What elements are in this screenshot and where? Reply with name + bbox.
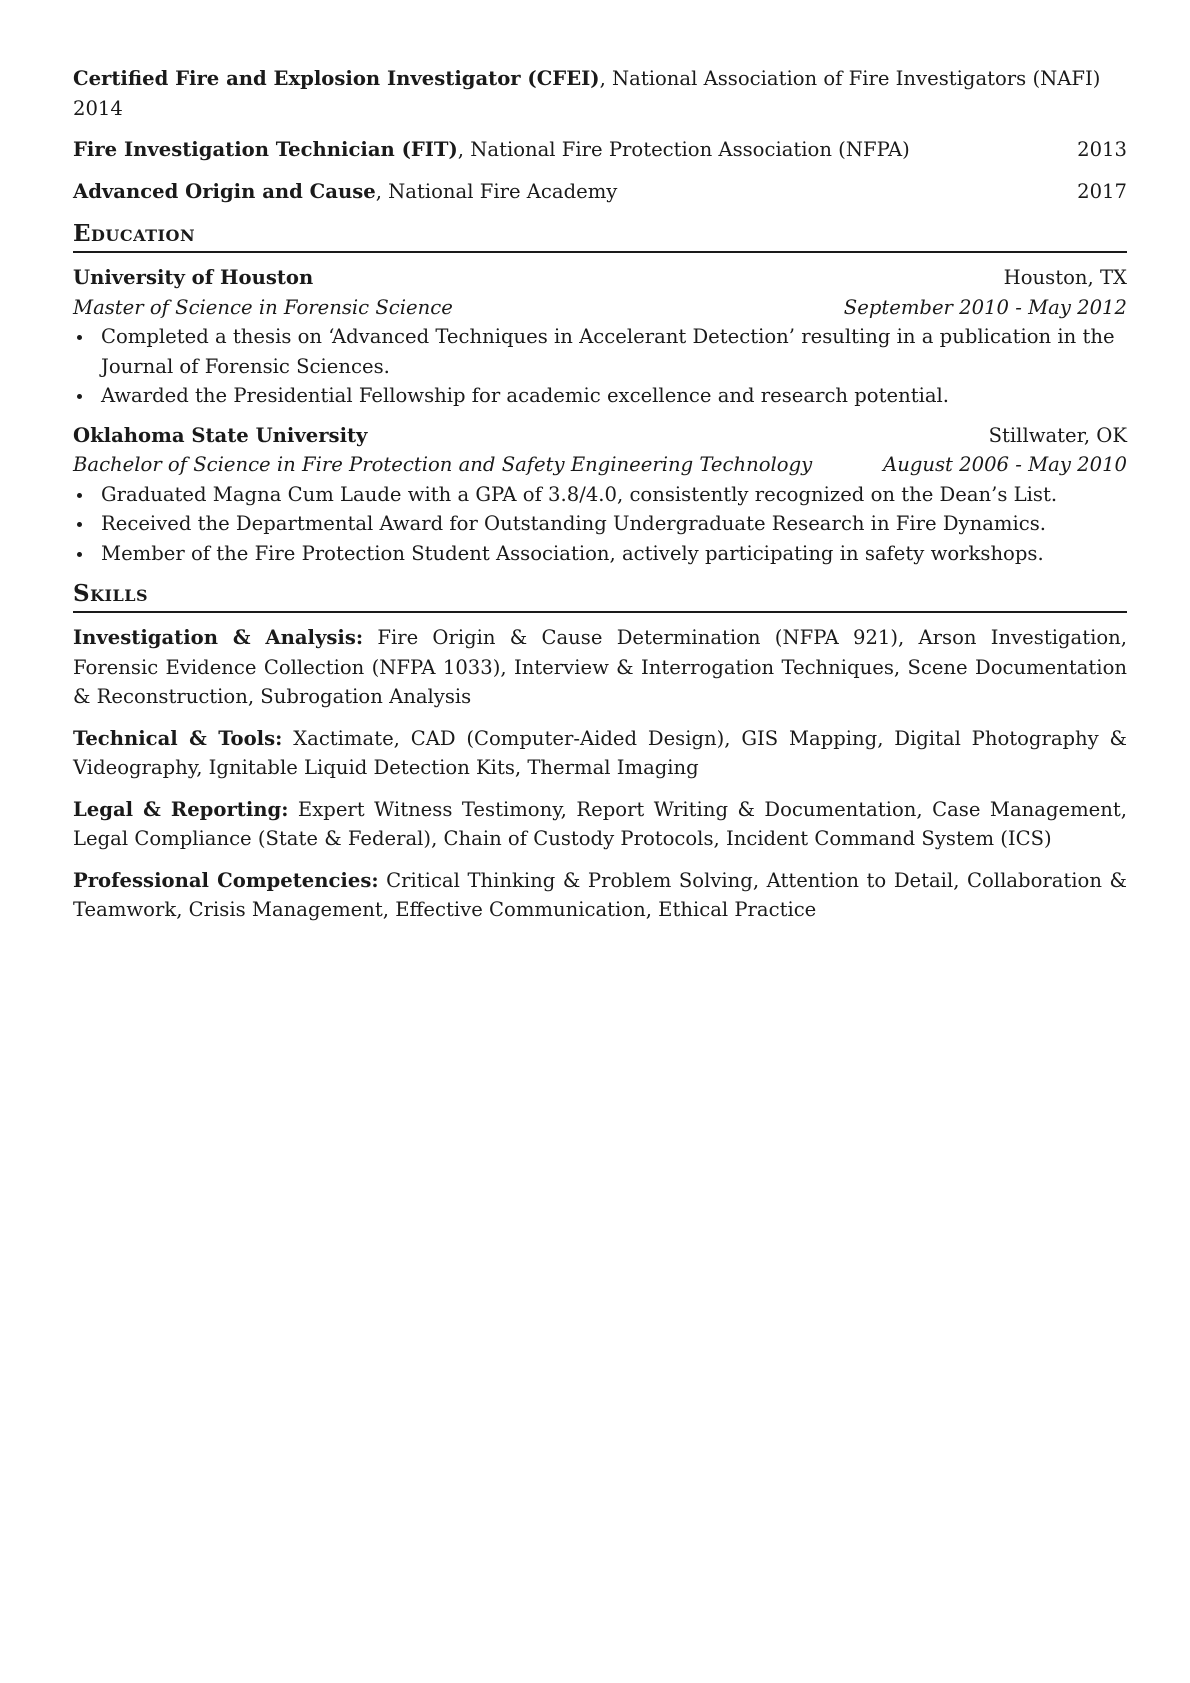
certification-title: Certified Fire and Explosion Investigator (CFEI) — [73, 67, 600, 90]
certification-item — [73, 64, 1127, 123]
skill-group — [73, 866, 1127, 925]
bullet-item: Member of the Fire Protection Student Association, actively participating in safety workshops. — [73, 539, 1127, 569]
education-heading: Education — [73, 218, 1127, 253]
certification-issuer: , National Association of Fire Investigators (NAFI) — [599, 67, 1101, 90]
school-name: University of Houston — [73, 266, 314, 289]
degree-dates: September 2010 - May 2012 — [843, 295, 1127, 319]
certification-year: 2013 — [1077, 138, 1127, 161]
certification-year: 2014 — [73, 96, 123, 120]
certification-year: 2017 — [1077, 179, 1127, 203]
certification-title: Fire Investigation Technician (FIT) — [73, 138, 458, 161]
degree-dates: August 2006 - May 2010 — [883, 453, 1127, 476]
certification-item — [73, 135, 1127, 165]
school-location: Houston, TX — [1003, 266, 1127, 289]
education-header — [73, 263, 1127, 293]
bullet-item: Awarded the Presidential Fellowship for academic excellence and research potential. — [73, 381, 1127, 411]
skill-group — [73, 795, 1127, 854]
school-name: Oklahoma State University — [73, 423, 368, 447]
education-entry — [73, 263, 1127, 411]
skills-heading: Skills — [73, 578, 1127, 613]
education-entry — [73, 421, 1127, 569]
education-bullets — [73, 480, 1127, 569]
skill-text: Fire Origin & Cause Determination (NFPA 921), Arson Investigation, Forensic Evidence Collection (NFPA 1033), Interview & Interrogation Techniques, Scene Documentation & Reconstruction, Subrogation Analysis — [73, 626, 1127, 708]
certification-text — [73, 177, 617, 207]
certification-item — [73, 177, 1127, 207]
skill-text: Critical Thinking & Problem Solving, Attention to Detail, Collaboration & Teamwork, Crisis Management, Effective Communication, Ethical Practice — [73, 868, 1127, 921]
skill-text: Xactimate, CAD (Computer-Aided Design), GIS Mapping, Digital Photography & Videography, Ignitable Liquid Detection Kits, Thermal Imaging — [73, 726, 1127, 779]
skill-group — [73, 623, 1127, 712]
degree-row — [73, 450, 1127, 480]
certification-issuer: , National Fire Academy — [375, 179, 618, 203]
bullet-item: Received the Departmental Award for Outstanding Undergraduate Research in Fire Dynamics. — [73, 509, 1127, 539]
skill-label: Technical & Tools: — [73, 726, 283, 750]
certification-issuer: , National Fire Protection Association (NFPA) — [457, 138, 910, 161]
degree-name: Bachelor of Science in Fire Protection and Safety Engineering Technology — [73, 453, 813, 476]
education-header — [73, 421, 1127, 451]
skill-label: Professional Competencies: — [73, 868, 379, 892]
skill-text: Expert Witness Testimony, Report Writing & Documentation, Case Management, Legal Compliance (State & Federal), Chain of Custody Protocols, Incident Command System (ICS) — [73, 797, 1127, 850]
certification-title: Advanced Origin and Cause — [73, 179, 376, 203]
certification-text — [73, 64, 1127, 94]
skill-group — [73, 724, 1127, 783]
bullet-item: Completed a thesis on ‘Advanced Techniques in Accelerant Detection’ resulting in a publication in the Journal of Forensic Sciences. — [73, 322, 1127, 381]
education-bullets — [73, 322, 1127, 411]
degree-name: Master of Science in Forensic Science — [73, 295, 453, 319]
skill-label: Legal & Reporting: — [73, 797, 289, 821]
certification-text — [73, 135, 910, 165]
degree-row — [73, 293, 1127, 323]
bullet-item: Graduated Magna Cum Laude with a GPA of 3.8/4.0, consistently recognized on the Dean’s List. — [73, 480, 1127, 510]
school-location: Stillwater, OK — [988, 423, 1127, 447]
skill-label: Investigation & Analysis: — [73, 626, 364, 649]
